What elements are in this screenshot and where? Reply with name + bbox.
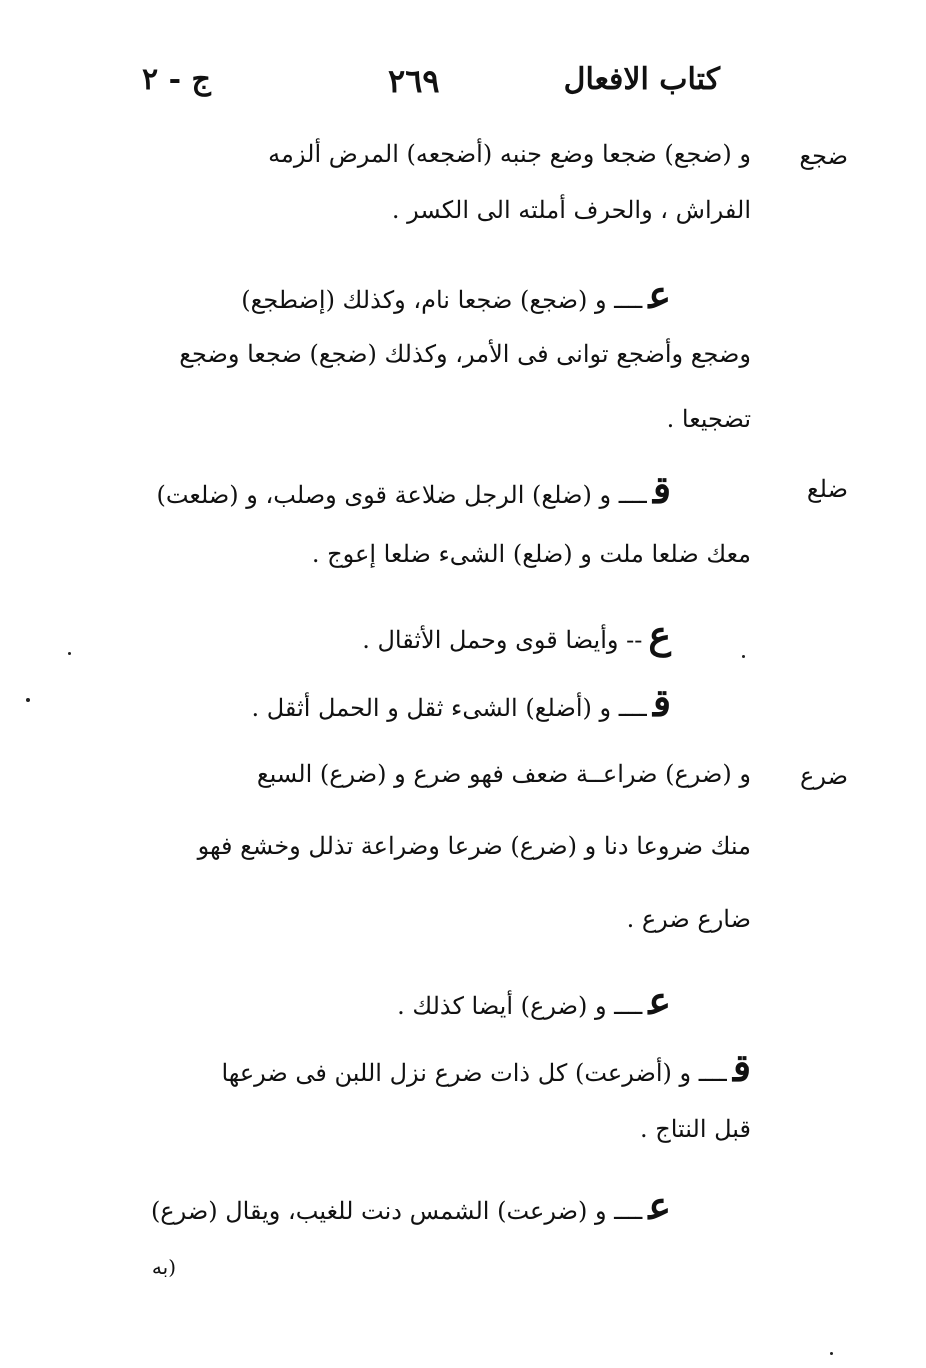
entry-line-text: و (ضجع) ضجعا وضع جنبه (أضجعه) المرض ألزمه xyxy=(268,140,751,168)
entry-line xyxy=(179,340,751,369)
page-header xyxy=(130,62,720,110)
source-mark: ع xyxy=(648,978,671,1023)
source-mark: ق xyxy=(652,680,671,725)
entry-line-text: ــــ و (ضرعت) الشمس دنت للغيب، ويقال (ضرع) xyxy=(150,1197,643,1225)
entry-line xyxy=(151,1183,671,1229)
entry-line-text: ــــ و (ضرع) أيضا كذلك . xyxy=(397,992,643,1020)
entry-line xyxy=(241,272,671,318)
entry-line-text: ضارع ضرع . xyxy=(626,905,751,933)
entry-line-text: منك ضروعا دنا و (ضرع) ضرعا وضراعة تذلل وخشع فهو xyxy=(197,832,751,860)
entry-line-text: -- وأيضا قوى وحمل الأثقال . xyxy=(362,626,643,654)
entry-line xyxy=(221,1045,751,1091)
source-mark: ع xyxy=(648,272,671,317)
catchword-text: (به xyxy=(151,1255,176,1279)
entry-line-text: الفراش ، والحرف أملته الى الكسر . xyxy=(391,196,751,224)
entry-line xyxy=(392,196,751,225)
scan-speck xyxy=(68,652,71,655)
source-mark: ع xyxy=(648,1183,671,1228)
entry-line xyxy=(268,140,751,169)
entry-line-text: قبل النتاج . xyxy=(639,1115,751,1143)
entry-line-text: ــــ و (ضجع) ضجعا نام، وكذلك (إضطجع) xyxy=(241,286,643,314)
entry-line-text: و (ضرع) ضراعــة ضعف فهو ضرع و (ضرع) السبع xyxy=(256,760,751,788)
scan-speck xyxy=(830,1352,833,1355)
entry-line xyxy=(257,760,751,789)
entry-line xyxy=(627,905,751,934)
scan-speck xyxy=(26,698,30,702)
entry-line xyxy=(198,832,751,861)
entry-word-dajaa: ضجع xyxy=(799,142,848,170)
entry-line-text: ــــ و (أضرعت) كل ذات ضرع نزل اللبن فى ضرعها xyxy=(221,1059,727,1087)
entry-line-text: ــــ و (أضلع) الشىء ثقل و الحمل أثقل . xyxy=(251,694,647,722)
entry-line-text: معك ضلعا ملت و (ضلع) الشىء ضلعا إعوج . xyxy=(311,540,751,568)
volume-label: ج - ٢ xyxy=(142,62,211,97)
source-mark: ع xyxy=(648,612,671,657)
source-mark: ق xyxy=(732,1045,751,1090)
entry-word-daraa: ضرع xyxy=(800,762,848,790)
entry-line xyxy=(397,978,671,1024)
entry-line-text: تضجيعا . xyxy=(666,405,751,433)
source-mark: ق xyxy=(652,467,671,512)
entry-line xyxy=(362,612,671,658)
entry-line-text: وضجع وأضجع توانى فى الأمر، وكذلك (ضجع) ضجعا وضجع xyxy=(179,340,751,368)
entry-line xyxy=(312,540,751,569)
catchword xyxy=(152,1255,176,1279)
entry-line xyxy=(667,405,751,434)
book-title: كتاب الافعال xyxy=(563,62,720,97)
entry-line xyxy=(156,467,671,513)
page-number: ٢٦٩ xyxy=(388,62,440,100)
entry-line xyxy=(252,680,672,726)
scan-speck xyxy=(742,655,745,658)
entry-line-text: ــــ و (ضلع) الرجل ضلاعة قوى وصلب، و (ضلعت) xyxy=(156,481,647,509)
entry-line xyxy=(640,1115,751,1144)
entry-word-dalaa: ضلع xyxy=(806,475,848,503)
